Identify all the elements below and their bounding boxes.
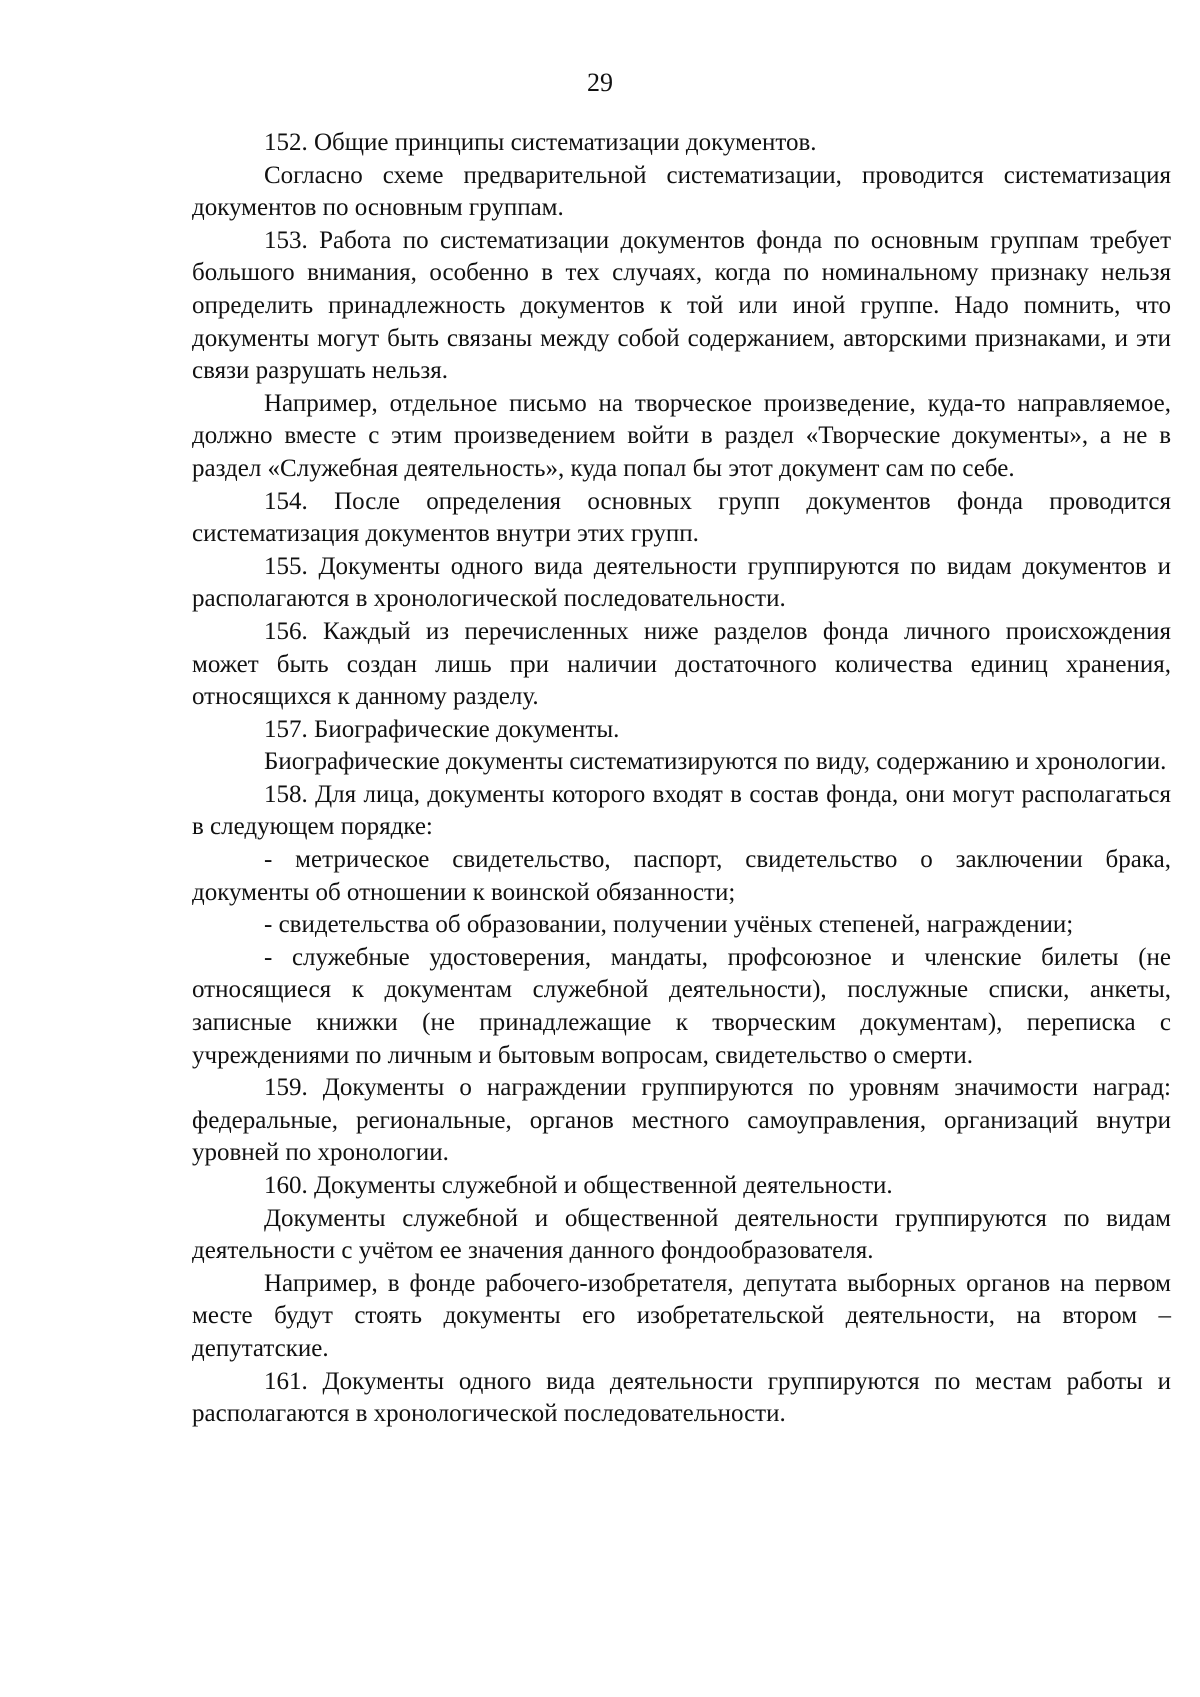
paragraph-159: 159. Документы о награждении группируются по уровням значимости наград: федеральные, региональные, органов местного самоуправления, организаций внутри уровней по хронологии. (192, 1074, 1171, 1167)
paragraph-153: 153. Работа по систематизации документов фонда по основным группам требует большого внимания, особенно в тех случаях, когда по номинальному признаку нельзя определить принадлежность документов к той или иной группе. Надо помнить, что документы могут быть связаны между собой содержанием, авторскими признаками, и эти связи разрушать нельзя. (192, 226, 1171, 385)
page-number: 29 (587, 68, 613, 97)
paragraph-157-heading: 157. Биографические документы. (264, 715, 620, 743)
paragraph-153-example: Например, отдельное письмо на творческое произведение, куда-то направляемое, должно вместе с этим произведением войти в раздел «Творческие документы», а не в раздел «Служебная деятельность», куда попал бы этот документ сам по себе. (192, 389, 1171, 482)
list-item: - метрическое свидетельство, паспорт, свидетельство о заключении брака, документы об отношении к воинской обязанности; (192, 846, 1171, 906)
paragraph-152-heading: 152. Общие принципы систематизации документов. (264, 129, 817, 156)
paragraph-161: 161. Документы одного вида деятельности группируются по местам работы и располагаются в хронологической последовательности. (192, 1367, 1171, 1428)
paragraph-152-text: Согласно схеме предварительной систематизации, проводится систематизация документов по основным группам. (192, 161, 1171, 222)
document-body (192, 127, 1171, 1431)
list-item: - служебные удостоверения, мандаты, профсоюзное и членские билеты (не относящиеся к документам служебной деятельности), послужные списки, анкеты, записные книжки (не принадлежащие к творческим документам), переписка с учреждениями по личным и бытовым вопросам, свидетельство о смерти. (192, 943, 1171, 1069)
paragraph-155: 155. Документы одного вида деятельности группируются по видам документов и располагаются в хронологической последовательности. (192, 552, 1171, 613)
paragraph-154: 154. После определения основных групп документов фонда проводится систематизация документов внутри этих групп. (192, 487, 1171, 548)
list-item: - свидетельства об образовании, получении учёных степеней, награждении; (264, 911, 1074, 939)
paragraph-158: 158. Для лица, документы которого входят в состав фонда, они могут располагаться в следующем порядке: (192, 780, 1171, 841)
paragraph-156: 156. Каждый из перечисленных ниже разделов фонда личного происхождения может быть создан лишь при наличии достаточного количества единиц хранения, относящихся к данному разделу. (192, 617, 1171, 711)
paragraph-160-example: Например, в фонде рабочего-изобретателя, депутата выборных органов на первом месте будут стоять документы его изобретательской деятельности, на втором – депутатские. (192, 1269, 1171, 1362)
paragraph-157-text: Биографические документы систематизируются по виду, содержанию и хронологии. (264, 748, 1167, 776)
paragraph-160-text: Документы служебной и общественной деятельности группируются по видам деятельности с учётом ее значения данного фондообразователя. (192, 1204, 1171, 1265)
paragraph-160-heading: 160. Документы служебной и общественной деятельности. (264, 1172, 893, 1199)
